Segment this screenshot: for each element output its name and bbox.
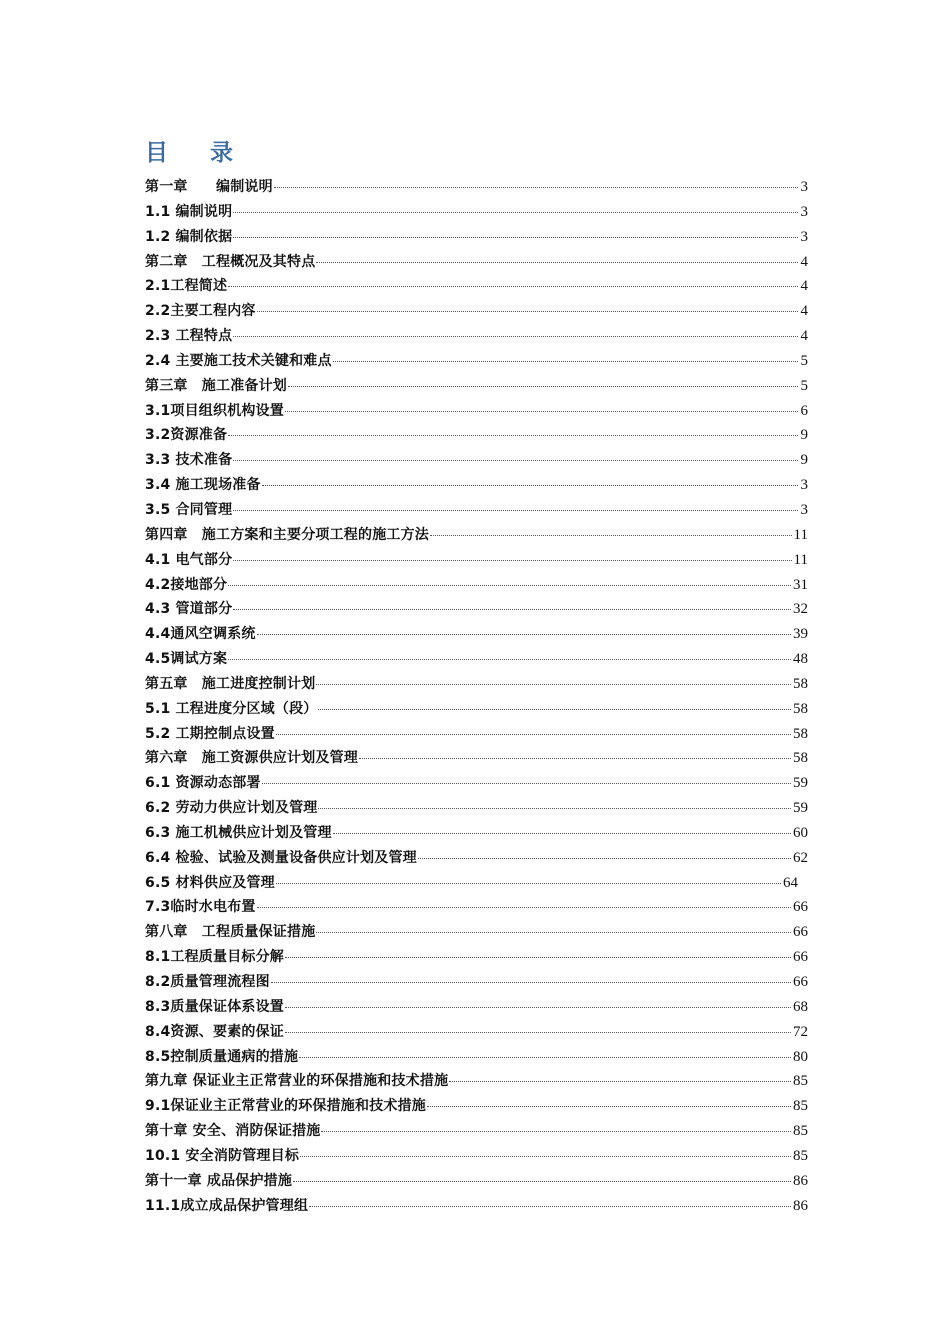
toc-entry-label: 8.5控制质量通病的措施 bbox=[145, 1048, 299, 1065]
toc-entry[interactable] bbox=[145, 995, 808, 1020]
toc-entry-page-number: 3 bbox=[800, 203, 808, 220]
dot-leader bbox=[333, 832, 791, 834]
toc-entry-page-number: 11 bbox=[793, 526, 808, 543]
toc-entry[interactable] bbox=[145, 821, 808, 846]
toc-entry-page-number: 3 bbox=[800, 477, 808, 494]
toc-entry[interactable] bbox=[145, 1144, 808, 1169]
toc-entry[interactable] bbox=[145, 225, 808, 250]
toc-entry-label: 第九章 保证业主正常营业的环保措施和技术措施 bbox=[145, 1073, 449, 1090]
toc-title-char-1: 目 bbox=[145, 139, 168, 166]
toc-entry-page-number: 60 bbox=[793, 824, 808, 841]
toc-entry-page-number: 85 bbox=[793, 1073, 808, 1090]
dot-leader bbox=[274, 186, 798, 188]
dot-leader bbox=[318, 807, 791, 809]
dot-leader bbox=[449, 1080, 791, 1082]
toc-entry-label: 第十章 安全、消防保证措施 bbox=[145, 1123, 321, 1140]
toc-entry-page-number: 86 bbox=[793, 1172, 808, 1189]
dot-leader bbox=[285, 1031, 791, 1033]
dot-leader bbox=[316, 683, 791, 685]
dot-leader bbox=[257, 906, 791, 908]
toc-entry-label: 2.2主要工程内容 bbox=[145, 303, 256, 320]
toc-entry-label: 6.1 资源动态部署 bbox=[145, 775, 261, 792]
toc-entry[interactable] bbox=[145, 349, 808, 374]
toc-entry-page-number: 66 bbox=[793, 974, 808, 990]
toc-entry-label: 3.1项目组织机构设置 bbox=[145, 402, 285, 419]
toc-title-char-2: 录 bbox=[210, 139, 233, 166]
dot-leader bbox=[233, 236, 798, 238]
toc-entry-label: 4.1 电气部分 bbox=[145, 551, 233, 568]
toc-entry[interactable] bbox=[145, 722, 808, 747]
toc-entry-label: 3.4 施工现场准备 bbox=[145, 477, 261, 494]
toc-entry-label: 6.2 劳动力供应计划及管理 bbox=[145, 800, 318, 817]
dot-leader bbox=[257, 633, 791, 635]
toc-entry[interactable] bbox=[145, 374, 808, 399]
toc-entry-label: 4.4通风空调系统 bbox=[145, 626, 256, 643]
toc-entry[interactable] bbox=[145, 200, 808, 225]
toc-entry[interactable] bbox=[145, 523, 808, 548]
dot-leader bbox=[285, 956, 791, 958]
toc-entry[interactable] bbox=[145, 895, 808, 920]
toc-entry-label: 4.2接地部分 bbox=[145, 576, 228, 593]
dot-leader bbox=[427, 1105, 791, 1107]
toc-entry-label: 10.1 安全消防管理目标 bbox=[145, 1147, 300, 1164]
toc-entry-label: 3.5 合同管理 bbox=[145, 501, 233, 518]
toc-entry-label: 第三章 施工准备计划 bbox=[145, 377, 287, 394]
dot-leader bbox=[228, 434, 798, 436]
dot-leader bbox=[233, 211, 798, 213]
toc-entry-page-number: 80 bbox=[793, 1048, 808, 1065]
dot-leader bbox=[228, 658, 791, 660]
toc-entry-label: 3.3 技术准备 bbox=[145, 452, 233, 469]
toc-entry-page-number: 66 bbox=[793, 949, 808, 966]
dot-leader bbox=[233, 459, 798, 461]
toc-entry-page-number: 3 bbox=[800, 228, 808, 245]
dot-leader bbox=[271, 981, 791, 983]
dot-leader bbox=[262, 484, 798, 486]
toc-entry[interactable] bbox=[145, 597, 808, 622]
toc-entry-page-number: 5 bbox=[800, 377, 808, 394]
toc-entry[interactable] bbox=[145, 771, 808, 796]
toc-entry[interactable] bbox=[145, 448, 808, 473]
toc-entry-page-number: 58 bbox=[793, 700, 808, 717]
toc-entry-label: 1.2 编制依据 bbox=[145, 228, 233, 245]
dot-leader bbox=[316, 931, 791, 933]
toc-entry-page-number: 39 bbox=[793, 626, 808, 643]
toc-list bbox=[145, 175, 808, 1218]
toc-entry-page-number: 4 bbox=[800, 303, 808, 320]
toc-entry-label: 8.2质量管理流程图 bbox=[145, 974, 270, 990]
toc-entry[interactable] bbox=[145, 871, 808, 896]
dot-leader bbox=[276, 882, 781, 884]
toc-entry[interactable] bbox=[145, 697, 808, 722]
dot-leader bbox=[257, 310, 798, 312]
toc-entry[interactable] bbox=[145, 250, 808, 275]
toc-entry-label: 2.1工程简述 bbox=[145, 278, 228, 295]
toc-entry[interactable] bbox=[145, 399, 808, 424]
toc-entry-page-number: 6 bbox=[800, 402, 808, 419]
toc-entry-page-number: 58 bbox=[793, 675, 808, 692]
toc-entry-page-number: 48 bbox=[793, 651, 808, 668]
toc-entry[interactable] bbox=[145, 796, 808, 821]
toc-entry[interactable] bbox=[145, 1045, 808, 1070]
toc-entry[interactable] bbox=[145, 1194, 808, 1219]
toc-entry-page-number: 11 bbox=[793, 551, 808, 568]
toc-entry-page-number: 85 bbox=[793, 1147, 808, 1164]
toc-entry[interactable] bbox=[145, 324, 808, 349]
toc-entry[interactable] bbox=[145, 622, 808, 647]
toc-entry-page-number: 85 bbox=[793, 1123, 808, 1140]
toc-entry[interactable] bbox=[145, 945, 808, 970]
toc-entry-page-number: 72 bbox=[793, 1023, 808, 1040]
toc-entry-label: 1.1 编制说明 bbox=[145, 203, 233, 220]
dot-leader bbox=[228, 285, 798, 287]
toc-entry-label: 6.5 材料供应及管理 bbox=[145, 874, 275, 891]
toc-entry-label: 4.5调试方案 bbox=[145, 651, 228, 668]
toc-entry-label: 3.2资源准备 bbox=[145, 427, 228, 444]
toc-entry-label: 4.3 管道部分 bbox=[145, 601, 233, 618]
toc-entry[interactable] bbox=[145, 274, 808, 299]
toc-entry-page-number: 32 bbox=[793, 601, 808, 618]
dot-leader bbox=[418, 857, 791, 859]
toc-entry-page-number: 31 bbox=[793, 576, 808, 593]
dot-leader bbox=[300, 1155, 791, 1157]
toc-entry-page-number: 4 bbox=[800, 278, 808, 295]
toc-entry-label: 第一章 编制说明 bbox=[145, 179, 273, 195]
toc-entry[interactable] bbox=[145, 672, 808, 697]
toc-entry-label: 2.4 主要施工技术关键和难点 bbox=[145, 352, 332, 369]
toc-entry[interactable] bbox=[145, 473, 808, 498]
dot-leader bbox=[321, 1130, 791, 1132]
toc-entry-page-number: 85 bbox=[793, 1098, 808, 1115]
dot-leader bbox=[228, 584, 791, 586]
dot-leader bbox=[233, 608, 791, 610]
dot-leader bbox=[359, 757, 791, 759]
dot-leader bbox=[233, 509, 798, 511]
toc-entry-label: 2.3 工程特点 bbox=[145, 328, 233, 345]
toc-title bbox=[145, 134, 233, 167]
dot-leader bbox=[262, 782, 791, 784]
dot-leader bbox=[333, 360, 798, 362]
dot-leader bbox=[285, 1006, 791, 1008]
toc-entry[interactable] bbox=[145, 1119, 808, 1144]
toc-entry-page-number: 9 bbox=[800, 452, 808, 469]
toc-entry-page-number: 58 bbox=[793, 750, 808, 767]
toc-entry[interactable] bbox=[145, 846, 808, 871]
dot-leader bbox=[299, 1056, 791, 1058]
toc-entry-page-number: 86 bbox=[793, 1197, 808, 1214]
toc-entry-label: 第二章 工程概况及其特点 bbox=[145, 253, 316, 270]
dot-leader bbox=[233, 335, 798, 337]
toc-entry-label: 第四章 施工方案和主要分项工程的施工方法 bbox=[145, 526, 429, 543]
toc-entry[interactable] bbox=[145, 1169, 808, 1194]
toc-entry[interactable] bbox=[145, 175, 808, 200]
toc-entry-label: 6.3 施工机械供应计划及管理 bbox=[145, 824, 332, 841]
toc-entry-label: 9.1保证业主正常营业的环保措施和技术措施 bbox=[145, 1098, 426, 1115]
toc-entry-label: 第六章 施工资源供应计划及管理 bbox=[145, 750, 358, 767]
toc-entry-page-number: 4 bbox=[800, 253, 808, 270]
toc-entry-label: 第十一章 成品保护措施 bbox=[145, 1172, 293, 1189]
toc-entry-label: 8.3质量保证体系设置 bbox=[145, 998, 285, 1015]
toc-entry[interactable] bbox=[145, 423, 808, 448]
toc-entry-page-number: 64 bbox=[783, 874, 798, 891]
toc-entry[interactable] bbox=[145, 746, 808, 771]
toc-entry[interactable] bbox=[145, 498, 808, 523]
toc-entry-label: 8.1工程质量目标分解 bbox=[145, 949, 285, 966]
toc-entry[interactable] bbox=[145, 920, 808, 945]
toc-entry-page-number: 62 bbox=[793, 849, 808, 866]
toc-entry[interactable] bbox=[145, 970, 808, 995]
dot-leader bbox=[430, 534, 792, 536]
toc-entry-page-number: 3 bbox=[800, 179, 808, 195]
toc-entry[interactable] bbox=[145, 647, 808, 672]
toc-entry-label: 8.4资源、要素的保证 bbox=[145, 1023, 285, 1040]
toc-entry[interactable] bbox=[145, 299, 808, 324]
toc-entry-page-number: 68 bbox=[793, 998, 808, 1015]
toc-entry-label: 7.3临时水电布置 bbox=[145, 899, 256, 916]
toc-entry-page-number: 59 bbox=[793, 800, 808, 817]
toc-entry-label: 6.4 检验、试验及测量设备供应计划及管理 bbox=[145, 849, 417, 866]
toc-entry[interactable] bbox=[145, 573, 808, 598]
toc-entry-label: 5.1 工程进度分区域（段） bbox=[145, 700, 318, 717]
toc-entry[interactable] bbox=[145, 1094, 808, 1119]
toc-entry-page-number: 5 bbox=[800, 352, 808, 369]
dot-leader bbox=[316, 261, 798, 263]
toc-entry-page-number: 3 bbox=[800, 501, 808, 518]
toc-entry-label: 第五章 施工进度控制计划 bbox=[145, 675, 316, 692]
dot-leader bbox=[318, 708, 791, 710]
toc-entry-page-number: 9 bbox=[800, 427, 808, 444]
dot-leader bbox=[233, 559, 791, 561]
toc-entry-page-number: 59 bbox=[793, 775, 808, 792]
dot-leader bbox=[288, 385, 798, 387]
toc-entry-page-number: 58 bbox=[793, 725, 808, 742]
toc-entry[interactable] bbox=[145, 548, 808, 573]
toc-entry-label: 第八章 工程质量保证措施 bbox=[145, 924, 316, 941]
dot-leader bbox=[285, 410, 798, 412]
toc-entry[interactable] bbox=[145, 1020, 808, 1045]
toc-entry-page-number: 4 bbox=[800, 328, 808, 345]
dot-leader bbox=[309, 1205, 791, 1207]
dot-leader bbox=[276, 733, 791, 735]
toc-entry-page-number: 66 bbox=[793, 899, 808, 916]
dot-leader bbox=[293, 1180, 791, 1182]
toc-entry-page-number: 66 bbox=[793, 924, 808, 941]
toc-entry[interactable] bbox=[145, 1069, 808, 1094]
toc-entry-label: 11.1成立成品保护管理组 bbox=[145, 1197, 309, 1214]
toc-entry-label: 5.2 工期控制点设置 bbox=[145, 725, 275, 742]
